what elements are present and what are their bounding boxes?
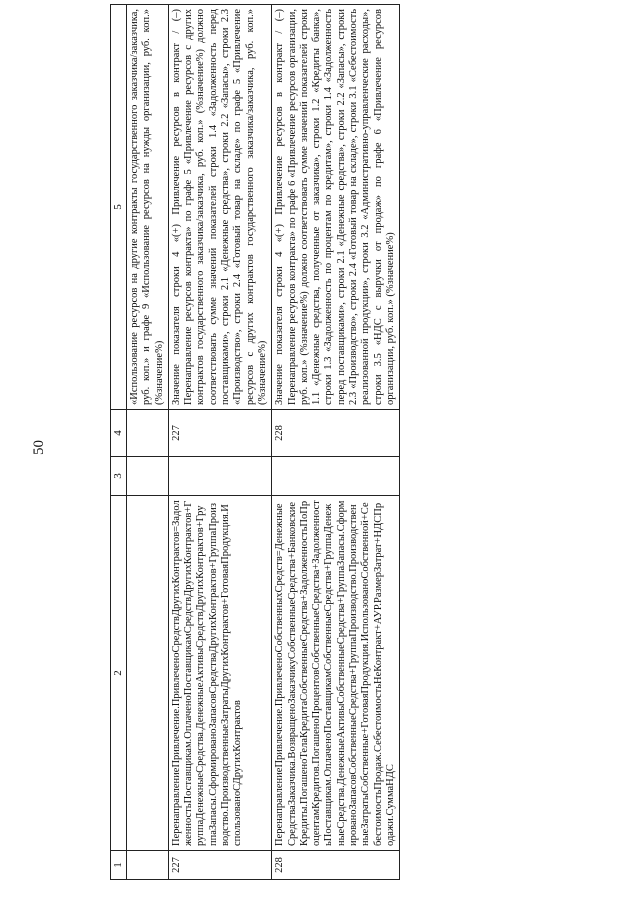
formula-cell: ПеренаправлениеПривлечение.ПривлеченоСредствДругихКонтрактов=ЗадолженностьПоставщикам.ОплаченоПоставщикамСредствДругихКонтрактов+ГруппаДенежныеСредства.ДенежныеАктивыСредствДругихКонтрактов+ГруппаЗапасы.СформированоЗапасовСредстваДругихКонтрактов+ГруппаПроизводство.ПроизводственныеЗатратыДругихКонтрактов+ГотоваяПродукция.ИспользованоСДругихКонтрактов	[168, 496, 271, 851]
empty-cell	[272, 457, 400, 496]
indicator-table	[110, 4, 400, 880]
code-cell: 228	[272, 410, 400, 457]
description-cell: «Использование ресурсов на другие контракты государственного заказчика/заказчика, руб. коп.» и графе 9 «Использование ресурсов на нужды организации, руб. коп.» (%значение%)	[127, 5, 169, 410]
code-cell: 227	[168, 410, 271, 457]
row-number-cell	[127, 851, 169, 880]
header-col-2: 2	[111, 496, 127, 851]
description-cell: Значение показателя строки 4 «(+) Привлечение ресурсов в контракт / (–) Перенаправление ресурсов контракта» по графе 6 «Привлечение ресурсов организации, руб. коп.» (%значение%) должно соответствовать сумме значений показателей строки 1.1 «Денежные средства, полученные от заказчика», строки 1.2 «Кредиты банка», строки 1.3 «Задолженность по процентам по кредитам», строки 1.4 «Задолженность перед поставщиками», строки 2.1 «Денежные средства», строки 2.2 «Запасы», строки 2.3 «Производство», строки 2.4 «Готовый товар на складе», строки 3.1 «Себестоимость реализованной продукции», строки 3.2 «Административно-управленческие расходы», строки 3.5 «НДС с выручки от продаж» по графе 6 «Привлечение ресурсов организации, руб. коп.» (%значение%)	[272, 5, 400, 410]
rotated-page-content	[110, 9, 580, 880]
header-col-3: 3	[111, 457, 127, 496]
formula-cell: ПеренаправлениеПривлечение.ПривлеченоСобственныхСредств=ДенежныеСредстваЗаказчика.ВозвращеноЗаказчикуСобственныеСредства+БанковскиеКредиты.ПогашеноТелаКредитаСобственныеСредства+ЗадолженностьПоПроцентамКредитов.ПогашеноПроцентовСобственныеСредства+ЗадолженностьПоставщикам.ОплаченоПоставщикамСобственныеСредства+ГруппаДенежныеСредства.ДенежныеАктивыСобственныеСредства+ГруппаЗапасы.СформированоЗапасовСобственныеСредства+ГруппаПроизводство.ПроизводственныеЗатратыСобственные+ГотоваяПродукция.ИспользованоСобственной+СебестоимостьПродаж.СебестоимостьНеКонтракт+АУР.РазмерЗатрат+НДСПродажи.СуммаНДС	[272, 496, 400, 851]
row-number-cell: 228	[272, 851, 400, 880]
header-col-4: 4	[111, 410, 127, 457]
description-cell: Значение показателя строки 4 «(+) Привлечение ресурсов в контракт / (–) Перенаправление ресурсов контракта» по графе 5 «Привлечение ресурсов с других контрактов государственного заказчика/заказчика, руб. коп.» (%значение%) должно соответствовать сумме значений показателей строки 1.4 «Задолженность перед поставщиками», строки 2.1 «Денежные средства», строки 2.2 «Запасы», строки 2.3 «Производство», строки 2.4 «Готовый товар на складе» по графе 5 «Привлечение ресурсов с других контрактов государственного заказчика/заказчика, руб. коп.» (%значение%)	[168, 5, 271, 410]
formula-cell	[127, 496, 169, 851]
code-cell	[127, 410, 169, 457]
empty-cell	[127, 457, 169, 496]
table-row-228	[272, 5, 400, 880]
row-number-cell: 227	[168, 851, 271, 880]
table-header-row	[111, 5, 127, 880]
table-row-227	[168, 5, 271, 880]
empty-cell	[168, 457, 271, 496]
header-col-5: 5	[111, 5, 127, 410]
table-row-continuation	[127, 5, 169, 880]
page-number: 50	[31, 440, 47, 455]
header-col-1: 1	[111, 851, 127, 880]
